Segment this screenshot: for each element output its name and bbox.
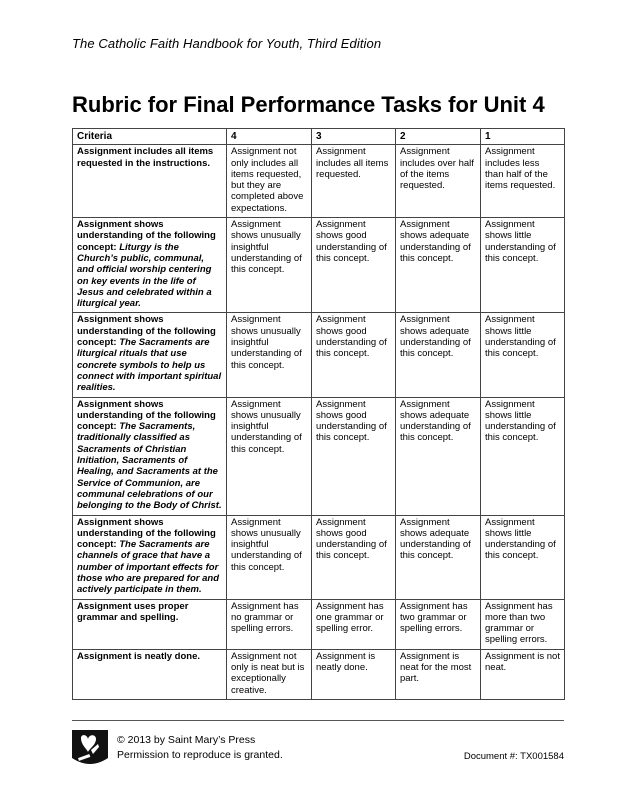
score-cell-3: Assignment is neatly done. (312, 649, 396, 699)
rubric-body (73, 145, 565, 700)
score-cell-3: Assignment includes all items requested. (312, 145, 396, 218)
criteria-cell (73, 515, 227, 599)
book-title: The Catholic Faith Handbook for Youth, Third Edition (72, 36, 382, 51)
header-row (73, 129, 565, 145)
score-cell-2: Assignment has two grammar or spelling errors. (396, 599, 481, 649)
score-cell-1: Assignment has more than two grammar or spelling errors. (481, 599, 565, 649)
score-cell-1: Assignment shows little understanding of this concept. (481, 397, 565, 515)
page-title: Rubric for Final Performance Tasks for Unit 4 (72, 92, 545, 117)
rubric-header (73, 129, 565, 145)
footer-divider (72, 720, 564, 721)
score-cell-2: Assignment shows adequate understanding of this concept. (396, 515, 481, 599)
criteria-text: Assignment shows understanding of the following concept: (77, 398, 216, 433)
table-row (73, 313, 565, 397)
criteria-text: Assignment shows understanding of the following concept: (77, 516, 216, 551)
column-header-criteria: Criteria (73, 129, 227, 145)
score-cell-2: Assignment shows adequate understanding of this concept. (396, 313, 481, 397)
score-cell-3: Assignment shows good understanding of this concept. (312, 218, 396, 313)
criteria-cell (73, 599, 227, 649)
saint-marys-press-logo-icon (72, 730, 108, 768)
column-header-2: 2 (396, 129, 481, 145)
table-row (73, 515, 565, 599)
criteria-text: Assignment includes all items requested in the instructions. (77, 146, 214, 169)
document-number: Document #: TX001584 (463, 751, 564, 762)
table-row (73, 218, 565, 313)
score-cell-1: Assignment is not neat. (481, 649, 565, 699)
score-cell-3: Assignment shows good understanding of this concept. (312, 515, 396, 599)
score-cell-4: Assignment shows unusually insightful understanding of this concept. (227, 515, 312, 599)
criteria-text: Assignment shows understanding of the following concept: (77, 219, 216, 253)
footer-text (117, 733, 283, 763)
score-cell-2: Assignment shows adequate understanding of this concept. (396, 397, 481, 515)
table-row (73, 397, 565, 515)
table-row (73, 599, 565, 649)
score-cell-4: Assignment not only is neat but is exceptionally creative. (227, 649, 312, 699)
score-cell-2: Assignment is neat for the most part. (396, 649, 481, 699)
column-header-4: 4 (227, 129, 312, 145)
criteria-text: Assignment uses proper grammar and spelling. (77, 600, 189, 623)
score-cell-3: Assignment shows good understanding of this concept. (312, 313, 396, 397)
criteria-text: Assignment shows understanding of the following concept: (77, 314, 216, 349)
concept-text: The Sacraments are channels of grace that have a number of important effects for those who are prepared for and actively participate in them. (77, 539, 219, 596)
column-header-3: 3 (312, 129, 396, 145)
concept-text: The Sacraments, traditionally classified as Sacraments of Christian Initiation, Sacraments of Healing, and Sacraments at the Service of Communion, are communal celebrations of our belonging to the Body of Christ. (77, 421, 222, 512)
copyright-text: © 2013 by Saint Mary’s Press (117, 734, 256, 746)
concept-text: The Sacraments are liturgical rituals that use concrete symbols to help us connect with important spiritual realities. (77, 337, 222, 394)
score-cell-2: Assignment includes over half of the items requested. (396, 145, 481, 218)
criteria-cell (73, 649, 227, 699)
criteria-cell (73, 145, 227, 218)
criteria-cell (73, 397, 227, 515)
rubric-table (72, 128, 565, 700)
score-cell-1: Assignment shows little understanding of this concept. (481, 515, 565, 599)
score-cell-1: Assignment shows little understanding of this concept. (481, 218, 565, 313)
criteria-cell (73, 313, 227, 397)
score-cell-4: Assignment shows unusually insightful understanding of this concept. (227, 313, 312, 397)
score-cell-4: Assignment shows unusually insightful understanding of this concept. (227, 397, 312, 515)
column-header-1: 1 (481, 129, 565, 145)
criteria-cell (73, 218, 227, 313)
concept-text: Liturgy is the Church’s public, communal, and official worship centering on key events in the life of Jesus and celebrated within a liturgical year. (77, 241, 212, 310)
score-cell-4: Assignment has no grammar or spelling errors. (227, 599, 312, 649)
permission-text: Permission to reproduce is granted. (117, 749, 283, 761)
score-cell-2: Assignment shows adequate understanding of this concept. (396, 218, 481, 313)
criteria-text: Assignment is neatly done. (77, 650, 200, 662)
table-row (73, 649, 565, 699)
table-row (73, 145, 565, 218)
score-cell-1: Assignment shows little understanding of this concept. (481, 313, 565, 397)
score-cell-3: Assignment has one grammar or spelling error. (312, 599, 396, 649)
score-cell-1: Assignment includes less than half of the items requested. (481, 145, 565, 218)
score-cell-4: Assignment shows unusually insightful understanding of this concept. (227, 218, 312, 313)
score-cell-4: Assignment not only includes all items requested, but they are completed above expectations. (227, 145, 312, 218)
score-cell-3: Assignment shows good understanding of this concept. (312, 397, 396, 515)
